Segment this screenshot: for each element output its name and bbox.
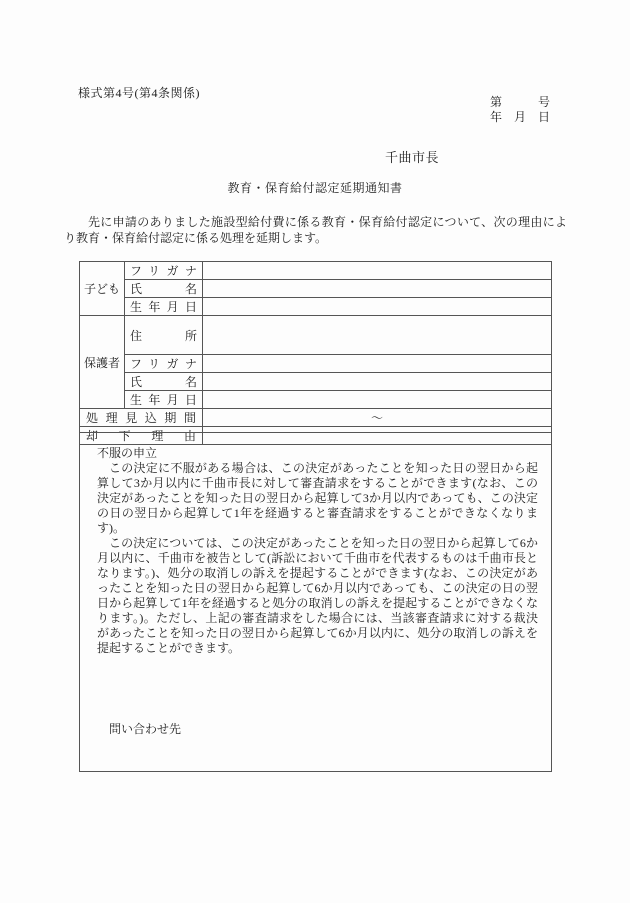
doc-number-block xyxy=(490,95,550,125)
guardian-address-value xyxy=(203,316,552,355)
guardian-group-cell: 保護者 xyxy=(80,316,125,409)
guardian-name-value xyxy=(203,373,552,391)
contact-label: 問い合わせ先 xyxy=(109,722,182,736)
guardian-furigana-label: フリガナ xyxy=(125,355,203,373)
child-name-value xyxy=(203,280,552,298)
child-furigana-label: フリガナ xyxy=(125,262,203,280)
rejection-reason-label: 却下理由 xyxy=(80,427,203,445)
guardian-birthdate-label: 生年月日 xyxy=(125,391,203,409)
guardian-address-label: 住所 xyxy=(125,316,203,355)
document-number-line: 第 号 xyxy=(489,95,550,109)
child-furigana-value xyxy=(203,262,552,280)
child-group-cell: 子ども xyxy=(80,262,125,316)
guardian-name-label: 氏名 xyxy=(125,373,203,391)
processing-period-label: 処理見込期間 xyxy=(80,409,203,427)
applicant-info-table xyxy=(79,261,552,445)
addressee-mayor: 千曲市長 xyxy=(385,150,440,165)
appeal-notice-box xyxy=(79,432,552,772)
table-row xyxy=(80,316,552,355)
form-number: 様式第4号(第4条関係) xyxy=(78,86,200,100)
date-line: 年 月 日 xyxy=(489,110,550,124)
table-row xyxy=(80,298,552,316)
intro-paragraph: 先に申請のありました施設型給付費に係る教育・保育給付認定について、次の理由により教育・保育給付認定に係る処理を延期します。 xyxy=(64,215,567,245)
table-row xyxy=(80,391,552,409)
appeal-paragraph-2: この決定については、この決定があったことを知った日の翌日から起算して6か月以内に、千曲市を被告として(訴訟において千曲市を代表するものは千曲市長となります。)、処分の取消しの訴えを提起することができます(なお、この決定があったことを知った日の翌日から起算して6か月以内であっても、この決定の日の翌日から起算して1年を経過すると処分の取消しの訴えを提起することができなくなります。)。ただし、上記の審査請求をした場合には、当該審査請求に対する裁決があったことを知った日の翌日から起算して6か月以内に、処分の取消しの訴えを提起することができます。 xyxy=(97,536,538,655)
table-row xyxy=(80,280,552,298)
document-title: 教育・保育給付認定延期通知書 xyxy=(227,181,403,195)
table-row xyxy=(80,373,552,391)
appeal-heading: 不服の申立 xyxy=(97,446,158,460)
child-birthdate-value xyxy=(203,298,552,316)
child-name-label: 氏名 xyxy=(125,280,203,298)
processing-period-value: ～ xyxy=(203,409,552,427)
table-row xyxy=(80,355,552,373)
table-row xyxy=(80,409,552,427)
appeal-paragraph-1: この決定に不服がある場合は、この決定があったことを知った日の翌日から起算して3か月以内に千曲市長に対して審査請求をすることができます(なお、この決定があったことを知った日の翌日から起算して3か月以内であっても、この決定の日の翌日から起算して1年を経過すると審査請求をすることができなくなります)。 xyxy=(97,461,538,535)
child-birthdate-label: 生年月日 xyxy=(125,298,203,316)
guardian-furigana-value xyxy=(203,355,552,373)
table-row xyxy=(80,262,552,280)
guardian-birthdate-value xyxy=(203,391,552,409)
